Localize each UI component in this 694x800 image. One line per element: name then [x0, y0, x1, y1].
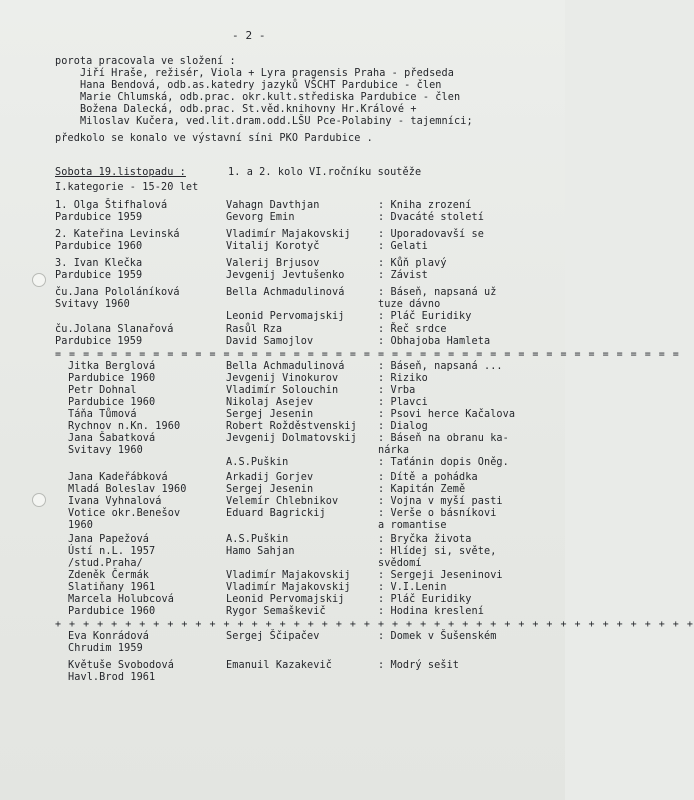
contestant-origin: Pardubice 1960	[68, 397, 156, 408]
contestant-name: Táňa Tůmová	[68, 409, 137, 420]
poem-author: A.S.Puškin	[226, 457, 289, 468]
poem-author: Arkadij Gorjev	[226, 472, 314, 483]
poem-title: : Pláč Euridiky	[378, 594, 472, 605]
poem-author: Vladimír Majakovskij	[226, 570, 351, 581]
poem-title: : Kapitán Země	[378, 484, 466, 495]
poem-title: : Dítě a pohádka	[378, 472, 478, 483]
poem-author: Sergej Jesenin	[226, 409, 314, 420]
contestant-origin: Rychnov n.Kn. 1960	[68, 421, 181, 432]
poem-title: : Kůň plavý	[378, 258, 447, 269]
contestant-origin: Svitavy 1960	[55, 299, 130, 310]
poem-author: Valerij Brjusov	[226, 258, 320, 269]
poem-author: Bella Achmadulinová	[226, 287, 345, 298]
category-label: I.kategorie - 15-20 let	[55, 182, 199, 193]
poem-title: : Riziko	[378, 373, 428, 384]
poem-title: : Bryčka života	[378, 534, 472, 545]
poem-title: : Vrba	[378, 385, 416, 396]
punch-hole	[32, 493, 46, 507]
contestant-origin: Slatiňany 1961	[68, 582, 156, 593]
contestant-name: Eva Konrádová	[68, 631, 150, 642]
contestant-name: Jitka Berglová	[68, 361, 156, 372]
contestant-origin: Svitavy 1960	[68, 445, 143, 456]
poem-title: : Dialog	[378, 421, 428, 432]
separator-line: = = = = = = = = = = = = = = = = = = = = = = = = = = = = = = = = = = = = = = = = = = = = =	[55, 349, 680, 360]
poem-title: : V.I.Lenin	[378, 582, 447, 593]
poem-title: : Domek v Šušenském	[378, 631, 497, 642]
poem-title: : Pláč Euridiky	[378, 311, 472, 322]
contestant-name: Jana Papežová	[68, 534, 150, 545]
poem-title: : Závist	[378, 270, 428, 281]
separator-line: + + + + + + + + + + + + + + + + + + + + + + + + + + + + + + + + + + + + + + + + + + + + + +	[55, 619, 694, 630]
poem-title: : Sergeji Jeseninovi	[378, 570, 503, 581]
poem-author: Leonid Pervomajskij	[226, 594, 345, 605]
poem-title: : Dvacáté století	[378, 212, 484, 223]
jury-member: Miloslav Kučera, ved.lit.dram.odd.LŠU Pce-Polabiny - tajemníci;	[80, 116, 473, 127]
poem-author: Bella Achmadulinová	[226, 361, 345, 372]
contestant-name: 2. Kateřina Levinská	[55, 229, 180, 240]
round-label: 1. a 2. kolo VI.ročníku soutěže	[228, 167, 422, 178]
poem-author: Hamo Sahjan	[226, 546, 295, 557]
poem-author: Vitalij Korotyč	[226, 241, 320, 252]
poem-title: : Taťánin dopis Oněg.	[378, 457, 509, 468]
poem-author: Leonid Pervomajskij	[226, 311, 345, 322]
poem-title: : Psovi herce Kačalova	[378, 409, 516, 420]
poem-author: Vladimír Solouchin	[226, 385, 339, 396]
contestant-name: Marcela Holubcová	[68, 594, 174, 605]
poem-title: : Plavci	[378, 397, 428, 408]
contestant-origin: Pardubice 1959	[55, 336, 143, 347]
jury-member: Božena Dalecká, odb.prac. St.věd.knihovny Hr.Králové +	[80, 104, 417, 115]
poem-title: : Kniha zrození	[378, 200, 472, 211]
poem-title: : Verše o básníkovi	[378, 508, 497, 519]
poem-author: Vladimír Majakovskij	[226, 582, 351, 593]
contestant-name: Květuše Svobodová	[68, 660, 174, 671]
poem-author: Jevgenij Jevtušenko	[226, 270, 345, 281]
contestant-origin: Ústí n.L. 1957	[68, 546, 156, 557]
contestant-name: Ivana Vyhnalová	[68, 496, 162, 507]
date-label: Sobota 19.listopadu :	[55, 167, 186, 178]
contestant-name: 1. Olga Štifhalová	[55, 200, 168, 211]
poem-title: : Modrý sešit	[378, 660, 460, 671]
poem-title: : Uporadovavší se	[378, 229, 484, 240]
poem-title: svědomí	[378, 558, 422, 569]
poem-title: : Hodina kreslení	[378, 606, 484, 617]
poem-title: : Řeč srdce	[378, 324, 447, 335]
contestant-origin: Pardubice 1960	[68, 606, 156, 617]
poem-author: Gevorg Emin	[226, 212, 295, 223]
jury-heading: porota pracovala ve složení :	[55, 56, 236, 67]
contestant-name: Petr Dohnal	[68, 385, 137, 396]
poem-author: Eduard Bagrickij	[226, 508, 326, 519]
poem-author: David Samojlov	[226, 336, 314, 347]
poem-author: Rasůl Rza	[226, 324, 283, 335]
poem-title: : Báseň, napsaná už	[378, 287, 497, 298]
jury-member: Jiří Hraše, režisér, Viola + Lyra pragensis Praha - předseda	[80, 68, 455, 79]
contestant-origin: /stud.Praha/	[68, 558, 143, 569]
contestant-origin: Chrudim 1959	[68, 643, 143, 654]
jury-member: Marie Chlumská, odb.prac. okr.kult.střediska Pardubice - člen	[80, 92, 461, 103]
contestant-origin: Pardubice 1959	[55, 270, 143, 281]
poem-author: Sergej Jesenin	[226, 484, 314, 495]
venue-line: předkolo se konalo ve výstavní síni PKO Pardubice .	[55, 133, 373, 144]
poem-author: Velemír Chlebnikov	[226, 496, 339, 507]
poem-author: A.S.Puškin	[226, 534, 289, 545]
contestant-origin: 1960	[68, 520, 93, 531]
page-number: - 2 -	[232, 29, 266, 42]
contestant-name: ču.Jolana Slanařová	[55, 324, 174, 335]
poem-title: a romantise	[378, 520, 447, 531]
poem-title: : Báseň, napsaná ...	[378, 361, 503, 372]
poem-title: nárka	[378, 445, 410, 456]
contestant-name: 3. Ivan Klečka	[55, 258, 143, 269]
poem-author: Jevgenij Dolmatovskij	[226, 433, 357, 444]
contestant-origin: Havl.Brod 1961	[68, 672, 156, 683]
contestant-origin: Mladá Boleslav 1960	[68, 484, 187, 495]
poem-author: Vahagn Davthjan	[226, 200, 320, 211]
contestant-origin: Pardubice 1959	[55, 212, 143, 223]
poem-title: : Báseň na obranu ka-	[378, 433, 509, 444]
poem-title: : Hlídej si, světe,	[378, 546, 497, 557]
contestant-name: Jana Šabatková	[68, 433, 156, 444]
poem-title: tuze dávno	[378, 299, 441, 310]
contestant-name: Jana Kadeřábková	[68, 472, 168, 483]
poem-author: Vladimír Majakovskij	[226, 229, 351, 240]
poem-author: Emanuil Kazakevič	[226, 660, 332, 671]
poem-title: : Obhajoba Hamleta	[378, 336, 491, 347]
poem-author: Jevgenij Vinokurov	[226, 373, 339, 384]
contestant-origin: Votice okr.Benešov	[68, 508, 181, 519]
poem-author: Rygor Semaškevič	[226, 606, 326, 617]
contestant-name: Zdeněk Čermák	[68, 570, 150, 581]
poem-author: Robert Rožděstvenskij	[226, 421, 357, 432]
poem-author: Nikolaj Asejev	[226, 397, 314, 408]
poem-title: : Vojna v myší pasti	[378, 496, 503, 507]
jury-member: Hana Bendová, odb.as.katedry jazyků VŠCHT Pardubice - člen	[80, 80, 442, 91]
poem-author: Sergej Ščipačev	[226, 631, 320, 642]
poem-title: : Gelati	[378, 241, 428, 252]
contestant-origin: Pardubice 1960	[55, 241, 143, 252]
contestant-origin: Pardubice 1960	[68, 373, 156, 384]
contestant-name: ču.Jana Pololáníková	[55, 287, 180, 298]
punch-hole	[32, 273, 46, 287]
